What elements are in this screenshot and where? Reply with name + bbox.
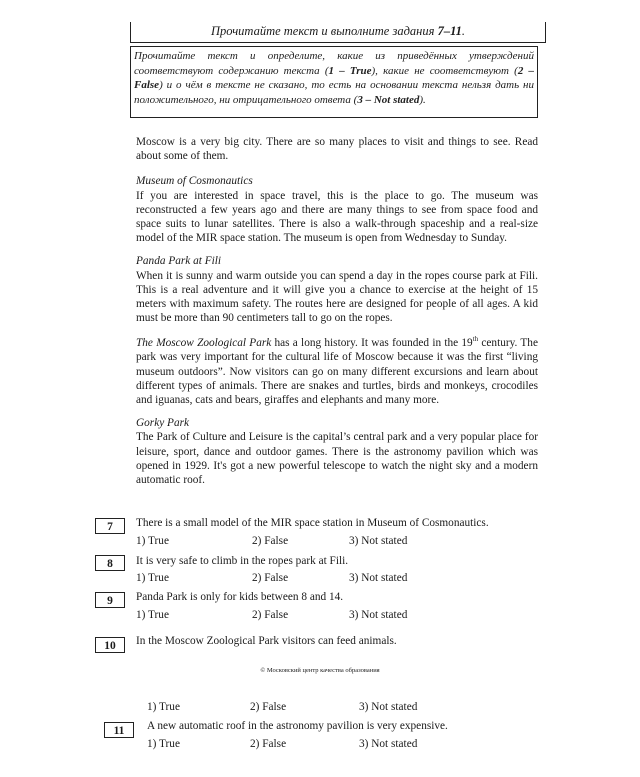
section-body-museum: If you are interested in space travel, this is the place to go. The museum was reconstructed a few years ago and there are many things to see from space food and space suits to lunar satellites. There is also a walk-through spaceship and a real-size model of the MIR space station. The museum is open from Wednesday to Sunday.: [136, 189, 538, 245]
question-text-10: In the Moscow Zoological Park visitors can feed animals.: [136, 635, 397, 647]
false-label: 2 – False: [134, 64, 535, 91]
option-not-stated[interactable]: 3) Not stated: [359, 738, 418, 750]
option-true[interactable]: 1) True: [147, 701, 180, 713]
question-number-8: 8: [95, 555, 125, 571]
section-heading-panda-park: Panda Park at Fili: [136, 255, 222, 268]
option-not-stated[interactable]: 3) Not stated: [349, 609, 408, 621]
copyright-footer: © Московский центр качества образования: [260, 667, 380, 674]
option-true[interactable]: 1) True: [136, 572, 169, 584]
article: [136, 135, 538, 487]
option-false[interactable]: 2) False: [252, 535, 289, 547]
instructions-box: [130, 46, 538, 118]
question-text-11: A new automatic roof in the astronomy pavilion is very expensive.: [147, 720, 448, 732]
section-heading-zoo: The Moscow Zoological Park: [136, 337, 272, 350]
section-body-panda-park: When it is sunny and warm outside you can spend a day in the ropes course park at Fili. This is a real adventure and it will give you a chance to exercise at the height of 15 meters with maximum safety. The routes here are designed for people of all ages. A kid must be more than 90 centimeters tall to go on the ropes.: [136, 269, 538, 325]
option-true[interactable]: 1) True: [136, 535, 169, 547]
option-true[interactable]: 1) True: [147, 738, 180, 750]
question-number-11: 11: [104, 722, 134, 738]
not-stated-label: 3 – Not stated: [357, 93, 420, 106]
title-suffix: .: [461, 24, 466, 38]
instructions-text-3: ) и о чём в тексте не сказано, то есть на основании текста нельзя дать ни положительного, ни отрицательного ответа (: [134, 79, 534, 106]
section-body-zoo-sup: th: [472, 335, 479, 344]
question-text-7: There is a small model of the MIR space station in Museum of Cosmonautics.: [136, 517, 489, 529]
question-number-7: 7: [95, 518, 125, 534]
option-not-stated[interactable]: 3) Not stated: [359, 701, 418, 713]
option-false[interactable]: 2) False: [252, 572, 289, 584]
title-range: 7–11: [437, 24, 462, 38]
section-zoo: [136, 332, 538, 407]
option-not-stated[interactable]: 3) Not stated: [349, 572, 408, 584]
instructions-text-1: Прочитайте текст и определите, какие из приведённых утверждений соответствуют содержанию текста (: [134, 50, 534, 77]
true-label: 1 – True: [328, 64, 372, 77]
option-not-stated[interactable]: 3) Not stated: [349, 535, 408, 547]
page-title: [130, 22, 546, 43]
instructions-text-4: ).: [419, 93, 426, 106]
option-false[interactable]: 2) False: [250, 701, 287, 713]
question-text-8: It is very safe to climb in the ropes park at Fili.: [136, 555, 349, 567]
question-number-10: 10: [95, 637, 125, 653]
section-body-zoo-part2: century. The park was very important for the cultural life of Moscow because it was the first “living museum outdoors”. Now visitors can go on many different excursions and learn about different types of animals. There are snakes and turtles, birds and monkeys, crocodiles and iguanas, cats and bears, giraffes and elephants and many more.: [136, 337, 538, 407]
option-false[interactable]: 2) False: [252, 609, 289, 621]
section-body-gorky-park: The Park of Culture and Leisure is the capital’s central park and a very popular place for leisure, sport, dance and outdoor games. There is the astronomy pavilion which was opened in 1929. It's got a new powerful telescope to watch the night sky and a modern automatic roof.: [136, 431, 538, 487]
section-heading-museum: Museum of Cosmonautics: [136, 175, 253, 188]
option-false[interactable]: 2) False: [250, 738, 287, 750]
option-true[interactable]: 1) True: [136, 609, 169, 621]
section-heading-gorky-park: Gorky Park: [136, 417, 190, 430]
question-text-9: Panda Park is only for kids between 8 and 14.: [136, 591, 344, 603]
instructions-text-2: ), какие не соответствуют (: [371, 64, 518, 77]
section-body-zoo-part1: has a long history. It was founded in the 19: [271, 337, 473, 350]
question-number-9: 9: [95, 592, 125, 608]
title-prefix: Прочитайте текст и выполните задания: [210, 24, 438, 38]
article-intro: Moscow is a very big city. There are so many places to visit and things to see. Read about some of them.: [136, 136, 538, 163]
